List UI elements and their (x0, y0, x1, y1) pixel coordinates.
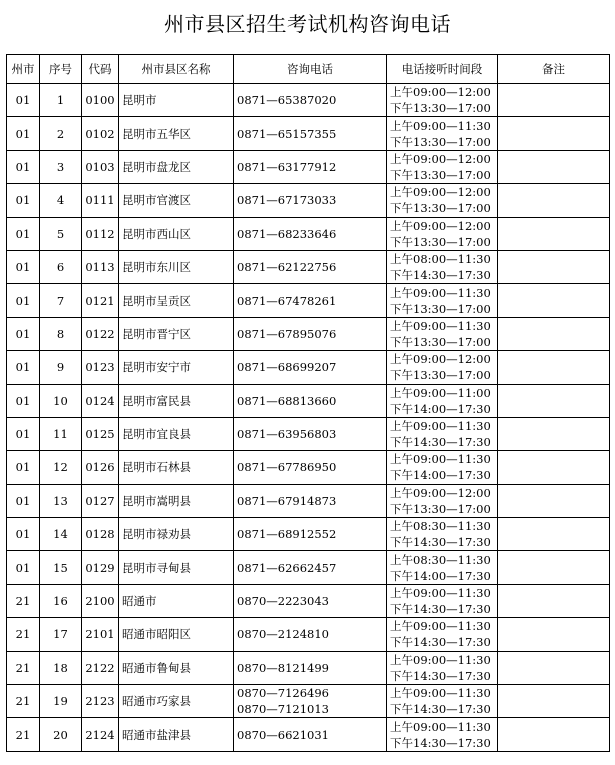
cell-code: 2123 (82, 685, 119, 718)
table-row (7, 117, 610, 150)
afternoon-hours: 下午13:30—17:00 (390, 368, 491, 383)
phone-number: 0871—65387020 (237, 93, 337, 108)
cell-phone (234, 618, 387, 651)
morning-hours: 上午09:00—12:00 (390, 485, 491, 500)
cell-hours (387, 217, 498, 250)
header-code: 代码 (82, 55, 119, 84)
morning-hours: 上午09:00—12:00 (390, 185, 491, 200)
afternoon-hours: 下午14:00—17:30 (390, 401, 491, 416)
cell-seq: 1 (40, 84, 82, 117)
afternoon-hours: 下午14:30—17:30 (390, 635, 491, 650)
cell-name: 昭通市盐津县 (119, 718, 234, 751)
cell-seq: 11 (40, 417, 82, 450)
cell-code: 0129 (82, 551, 119, 584)
table-row (7, 417, 610, 450)
cell-note (498, 451, 610, 484)
cell-code: 2100 (82, 584, 119, 617)
afternoon-hours: 下午14:30—17:30 (390, 268, 491, 283)
cell-zhou: 01 (7, 117, 40, 150)
phone-number: 0870—2223043 (237, 594, 329, 609)
table-row (7, 618, 610, 651)
phone-number: 0870—2124810 (237, 627, 329, 642)
cell-zhou: 21 (7, 685, 40, 718)
cell-hours (387, 84, 498, 117)
morning-hours: 上午09:00—11:30 (390, 586, 491, 601)
phone-number: 0871—67478261 (237, 293, 337, 308)
header-seq: 序号 (40, 55, 82, 84)
cell-code: 0128 (82, 518, 119, 551)
morning-hours: 上午09:00—12:00 (390, 352, 491, 367)
cell-note (498, 584, 610, 617)
table-row (7, 250, 610, 283)
header-name: 州市县区名称 (119, 55, 234, 84)
cell-seq: 5 (40, 217, 82, 250)
cell-name: 昆明市呈贡区 (119, 284, 234, 317)
cell-seq: 8 (40, 317, 82, 350)
cell-phone (234, 150, 387, 183)
cell-name: 昆明市盘龙区 (119, 150, 234, 183)
cell-phone (234, 351, 387, 384)
afternoon-hours: 下午14:00—17:30 (390, 568, 491, 583)
cell-name: 昆明市石林县 (119, 451, 234, 484)
cell-zhou: 21 (7, 718, 40, 751)
cell-code: 0127 (82, 484, 119, 517)
cell-note (498, 417, 610, 450)
morning-hours: 上午09:00—11:30 (390, 285, 491, 300)
header-row (7, 55, 610, 84)
table-row (7, 84, 610, 117)
cell-phone (234, 184, 387, 217)
cell-phone (234, 417, 387, 450)
cell-code: 0125 (82, 417, 119, 450)
phone-number: 0871—68912552 (237, 527, 337, 542)
cell-note (498, 217, 610, 250)
cell-code: 0124 (82, 384, 119, 417)
afternoon-hours: 下午14:30—17:30 (390, 735, 491, 750)
cell-name: 昭通市昭阳区 (119, 618, 234, 651)
cell-zhou: 21 (7, 651, 40, 684)
cell-hours (387, 685, 498, 718)
table-row (7, 584, 610, 617)
cell-zhou: 01 (7, 317, 40, 350)
cell-name: 昆明市西山区 (119, 217, 234, 250)
cell-note (498, 618, 610, 651)
afternoon-hours: 下午14:30—17:30 (390, 702, 491, 717)
phone-number: 0871—67173033 (237, 193, 337, 208)
cell-note (498, 84, 610, 117)
cell-note (498, 651, 610, 684)
cell-code: 2101 (82, 618, 119, 651)
morning-hours: 上午09:00—11:30 (390, 719, 491, 734)
cell-seq: 13 (40, 484, 82, 517)
cell-hours (387, 417, 498, 450)
cell-phone (234, 284, 387, 317)
cell-phone (234, 384, 387, 417)
afternoon-hours: 下午14:30—17:30 (390, 435, 491, 450)
cell-zhou: 01 (7, 84, 40, 117)
cell-zhou: 01 (7, 250, 40, 283)
afternoon-hours: 下午13:30—17:00 (390, 101, 491, 116)
cell-zhou: 21 (7, 584, 40, 617)
header-hours: 电话接听时间段 (387, 55, 498, 84)
table-header (7, 55, 610, 84)
contact-table (6, 54, 610, 752)
cell-code: 2124 (82, 718, 119, 751)
table-row (7, 685, 610, 718)
morning-hours: 上午09:00—11:00 (390, 385, 491, 400)
morning-hours: 上午09:00—12:00 (390, 85, 491, 100)
cell-zhou: 01 (7, 417, 40, 450)
header-phone: 咨询电话 (234, 55, 387, 84)
cell-note (498, 284, 610, 317)
cell-zhou: 01 (7, 150, 40, 183)
cell-name: 昆明市东川区 (119, 250, 234, 283)
afternoon-hours: 下午14:00—17:30 (390, 468, 491, 483)
cell-code: 0103 (82, 150, 119, 183)
cell-note (498, 484, 610, 517)
cell-name: 昆明市寻甸县 (119, 551, 234, 584)
morning-hours: 上午08:00—11:30 (390, 252, 491, 267)
afternoon-hours: 下午13:30—17:00 (390, 301, 491, 316)
cell-phone (234, 484, 387, 517)
cell-note (498, 351, 610, 384)
morning-hours: 上午09:00—11:30 (390, 619, 491, 634)
afternoon-hours: 下午13:30—17:00 (390, 501, 491, 516)
cell-phone (234, 84, 387, 117)
table-row (7, 384, 610, 417)
cell-phone (234, 217, 387, 250)
cell-name: 昆明市宜良县 (119, 417, 234, 450)
cell-name: 昆明市五华区 (119, 117, 234, 150)
cell-hours (387, 618, 498, 651)
cell-name: 昆明市 (119, 84, 234, 117)
table-row (7, 284, 610, 317)
cell-note (498, 117, 610, 150)
morning-hours: 上午09:00—11:30 (390, 452, 491, 467)
cell-name: 昆明市富民县 (119, 384, 234, 417)
morning-hours: 上午09:00—12:00 (390, 218, 491, 233)
afternoon-hours: 下午13:30—17:00 (390, 134, 491, 149)
cell-name: 昭通市 (119, 584, 234, 617)
table-row (7, 184, 610, 217)
cell-hours (387, 451, 498, 484)
cell-seq: 7 (40, 284, 82, 317)
phone-number: 0871—68813660 (237, 393, 337, 408)
phone-number: 0871—62122756 (237, 260, 337, 275)
cell-name: 昆明市官渡区 (119, 184, 234, 217)
cell-hours (387, 351, 498, 384)
cell-note (498, 518, 610, 551)
cell-phone (234, 518, 387, 551)
cell-name: 昆明市嵩明县 (119, 484, 234, 517)
cell-note (498, 150, 610, 183)
cell-seq: 17 (40, 618, 82, 651)
cell-note (498, 685, 610, 718)
afternoon-hours: 下午13:30—17:00 (390, 201, 491, 216)
cell-zhou: 01 (7, 484, 40, 517)
afternoon-hours: 下午14:30—17:30 (390, 668, 491, 683)
cell-seq: 16 (40, 584, 82, 617)
cell-phone (234, 317, 387, 350)
cell-zhou: 01 (7, 184, 40, 217)
cell-hours (387, 584, 498, 617)
cell-zhou: 01 (7, 451, 40, 484)
cell-hours (387, 284, 498, 317)
cell-note (498, 184, 610, 217)
phone-number: 0871—67914873 (237, 493, 337, 508)
cell-zhou: 01 (7, 217, 40, 250)
cell-code: 0102 (82, 117, 119, 150)
cell-seq: 14 (40, 518, 82, 551)
table-row (7, 484, 610, 517)
afternoon-hours: 下午13:30—17:00 (390, 334, 491, 349)
cell-code: 2122 (82, 651, 119, 684)
cell-seq: 3 (40, 150, 82, 183)
cell-seq: 10 (40, 384, 82, 417)
cell-code: 0100 (82, 84, 119, 117)
header-zhou: 州市 (7, 55, 40, 84)
phone-number: 0871—63956803 (237, 427, 337, 442)
cell-name: 昆明市安宁市 (119, 351, 234, 384)
table-row (7, 217, 610, 250)
phone-number: 0870—6621031 (237, 727, 329, 742)
cell-name: 昭通市鲁甸县 (119, 651, 234, 684)
cell-phone (234, 551, 387, 584)
cell-note (498, 718, 610, 751)
afternoon-hours: 下午13:30—17:00 (390, 167, 491, 182)
cell-seq: 6 (40, 250, 82, 283)
cell-seq: 9 (40, 351, 82, 384)
cell-hours (387, 651, 498, 684)
cell-seq: 20 (40, 718, 82, 751)
table-row (7, 150, 610, 183)
cell-code: 0111 (82, 184, 119, 217)
table-row (7, 651, 610, 684)
phone-number: 0870—7121013 (237, 702, 329, 717)
cell-seq: 18 (40, 651, 82, 684)
cell-phone (234, 117, 387, 150)
morning-hours: 上午09:00—11:30 (390, 318, 491, 333)
cell-phone (234, 685, 387, 718)
cell-seq: 15 (40, 551, 82, 584)
cell-phone (234, 651, 387, 684)
cell-phone (234, 250, 387, 283)
table-row (7, 551, 610, 584)
table-row (7, 718, 610, 751)
cell-zhou: 01 (7, 351, 40, 384)
cell-code: 0126 (82, 451, 119, 484)
cell-phone (234, 584, 387, 617)
morning-hours: 上午09:00—11:30 (390, 686, 491, 701)
cell-phone (234, 451, 387, 484)
phone-number: 0871—65157355 (237, 126, 337, 141)
phone-number: 0871—67786950 (237, 460, 337, 475)
afternoon-hours: 下午14:30—17:30 (390, 602, 491, 617)
table-row (7, 351, 610, 384)
cell-name: 昆明市晋宁区 (119, 317, 234, 350)
morning-hours: 上午09:00—11:30 (390, 419, 491, 434)
cell-hours (387, 250, 498, 283)
phone-number: 0871—63177912 (237, 159, 337, 174)
afternoon-hours: 下午14:30—17:30 (390, 535, 491, 550)
phone-number: 0871—68699207 (237, 360, 337, 375)
cell-hours (387, 484, 498, 517)
cell-zhou: 01 (7, 384, 40, 417)
cell-note (498, 317, 610, 350)
cell-seq: 4 (40, 184, 82, 217)
phone-number: 0870—7126496 (237, 686, 329, 701)
cell-seq: 2 (40, 117, 82, 150)
cell-code: 0113 (82, 250, 119, 283)
cell-hours (387, 184, 498, 217)
afternoon-hours: 下午13:30—17:00 (390, 234, 491, 249)
phone-number: 0871—62662457 (237, 560, 337, 575)
cell-hours (387, 150, 498, 183)
cell-code: 0121 (82, 284, 119, 317)
phone-number: 0871—68233646 (237, 226, 337, 241)
cell-note (498, 250, 610, 283)
cell-zhou: 01 (7, 551, 40, 584)
cell-note (498, 384, 610, 417)
cell-hours (387, 384, 498, 417)
cell-hours (387, 117, 498, 150)
table-row (7, 317, 610, 350)
morning-hours: 上午08:30—11:30 (390, 552, 491, 567)
cell-hours (387, 551, 498, 584)
phone-number: 0870—8121499 (237, 660, 329, 675)
document-title: 州市县区招生考试机构咨询电话 (164, 12, 451, 36)
cell-seq: 12 (40, 451, 82, 484)
cell-code: 0123 (82, 351, 119, 384)
morning-hours: 上午09:00—11:30 (390, 118, 491, 133)
cell-name: 昆明市禄劝县 (119, 518, 234, 551)
header-note: 备注 (498, 55, 610, 84)
cell-hours (387, 317, 498, 350)
cell-zhou: 01 (7, 518, 40, 551)
cell-hours (387, 518, 498, 551)
table-row (7, 451, 610, 484)
table-body (7, 84, 610, 752)
cell-code: 0122 (82, 317, 119, 350)
cell-phone (234, 718, 387, 751)
cell-note (498, 551, 610, 584)
morning-hours: 上午08:30—11:30 (390, 519, 491, 534)
cell-zhou: 01 (7, 284, 40, 317)
cell-name: 昭通市巧家县 (119, 685, 234, 718)
cell-hours (387, 718, 498, 751)
cell-code: 0112 (82, 217, 119, 250)
cell-zhou: 21 (7, 618, 40, 651)
morning-hours: 上午09:00—11:30 (390, 652, 491, 667)
table-row (7, 518, 610, 551)
cell-seq: 19 (40, 685, 82, 718)
phone-number: 0871—67895076 (237, 326, 337, 341)
morning-hours: 上午09:00—12:00 (390, 151, 491, 166)
